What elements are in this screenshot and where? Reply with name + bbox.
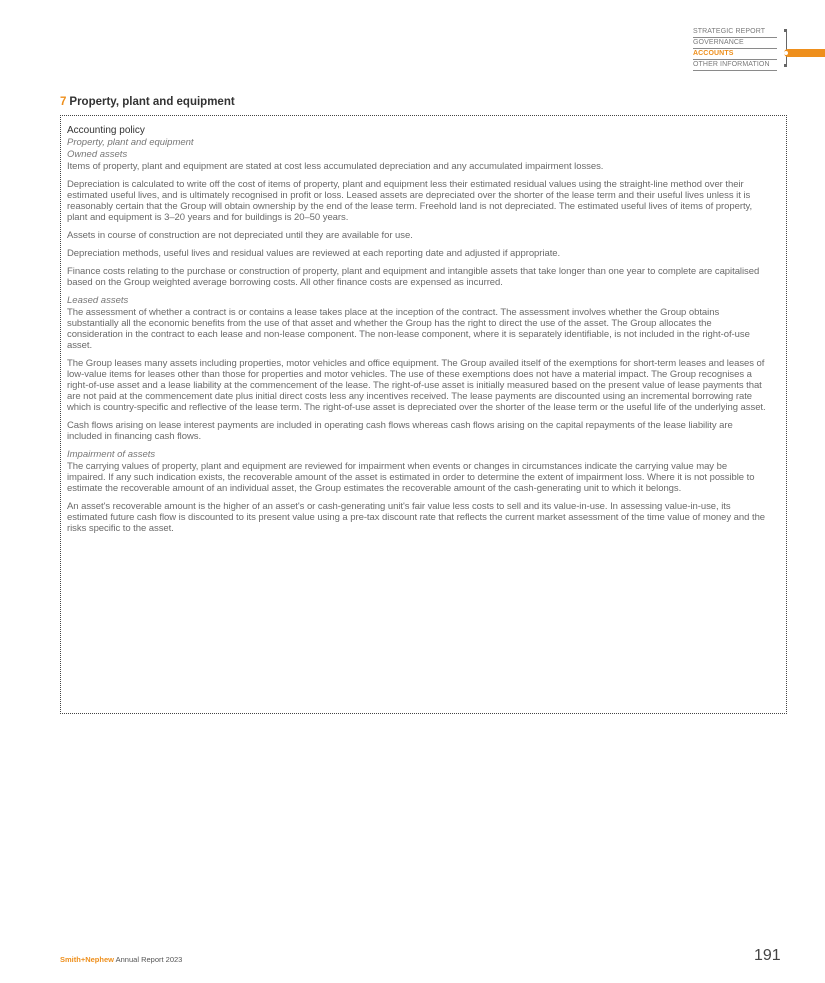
leased-assets-heading: Leased assets bbox=[67, 295, 129, 306]
brand-name: Smith+Nephew bbox=[60, 955, 114, 964]
page-number: 191 bbox=[754, 947, 781, 964]
leased-paragraph: The Group leases many assets including properties, motor vehicles and office equipment. The Group availed itself of the exemptions for short-term leases and leases of low-value items for leases other than those for properties and motor vehicles. The use of these exemptions does not have a material impact. The Group recognises a right-of-use asset and a lease liability at the commencement of the lease. The right-of-use asset is initially measured based on the present value of lease payments that are not paid at the commencement date plus initial direct costs less any incentives received. The lease payments are discounted using an incremental borrowing rate which is country-specific and reflective of the lease term. The right-of-use asset is depreciated over the shorter of the lease term or the useful life of the underlying asset. bbox=[67, 358, 766, 413]
nav-track-line bbox=[786, 30, 787, 66]
nav-active-marker-dot bbox=[784, 51, 788, 55]
nav-item-accounts[interactable]: ACCOUNTS bbox=[693, 49, 777, 60]
owned-paragraph: Finance costs relating to the purchase or construction of property, plant and equipment and intangible assets that take longer than one year to complete are capitalised based on the Group weighted average borrowing costs. All other finance costs are expensed as incurred. bbox=[67, 266, 760, 288]
policy-title: Accounting policy bbox=[67, 125, 145, 136]
policy-subtitle: Property, plant and equipment bbox=[67, 137, 194, 148]
section-heading bbox=[60, 96, 235, 108]
leased-paragraph: Cash flows arising on lease interest payments are included in operating cash flows whereas cash flows arising on the capital repayments of the lease liability are included in financing cash flows. bbox=[67, 420, 733, 442]
owned-paragraph: Items of property, plant and equipment are stated at cost less accumulated depreciation and any accumulated impairment losses. bbox=[67, 161, 604, 172]
impairment-paragraph: The carrying values of property, plant and equipment are reviewed for impairment when events or changes in circumstances indicate the carrying value may be impaired. If any such indication exists, the recoverable amount of the asset is estimated in order to determine the extent of impairment loss. Where it is not possible to estimate the recoverable amount of an individual asset, the Group estimates the recoverable amount of the cash-generating unit to which it belongs. bbox=[67, 461, 755, 494]
nav-track-dot-bottom bbox=[784, 64, 787, 67]
owned-paragraph: Depreciation methods, useful lives and residual values are reviewed at each reporting date and adjusted if appropriate. bbox=[67, 248, 561, 259]
accounting-policy-box bbox=[60, 115, 787, 714]
impairment-paragraph: An asset's recoverable amount is the higher of an asset's or cash-generating unit's fair value less costs to sell and its value-in-use. In assessing value-in-use, its estimated future cash flow is discounted to its present value using a pre-tax discount rate that reflects the current market assessment of the time value of money and the risks specific to the asset. bbox=[67, 501, 766, 534]
nav-item-governance[interactable]: GOVERNANCE bbox=[693, 38, 777, 49]
nav-track-dot-top bbox=[784, 29, 787, 32]
impairment-heading: Impairment of assets bbox=[67, 449, 156, 460]
report-title: Annual Report 2023 bbox=[113, 955, 183, 964]
section-number: 7 bbox=[60, 96, 67, 108]
nav-item-strategic-report[interactable]: STRATEGIC REPORT bbox=[693, 27, 777, 38]
nav-active-marker bbox=[784, 49, 825, 57]
leased-paragraph: The assessment of whether a contract is or contains a lease takes place at the inception of the contract. The assessment involves whether the Group obtains substantially all the economic benefits from the use of that asset and whether the Group has the right to direct the use of the asset. The Group allocates the consideration in the contract to each lease and non-lease component. The non-lease component, where it is separately identifiable, is not included in the right-of-use asset. bbox=[67, 307, 750, 351]
owned-paragraph: Assets in course of construction are not depreciated until they are available for use. bbox=[67, 230, 413, 241]
section-nav bbox=[693, 27, 825, 71]
owned-paragraph: Depreciation is calculated to write off the cost of items of property, plant and equipment less their estimated residual values using the straight-line method over their estimated useful lives, and is ultimately recognised in profit or loss. Leased assets are depreciated over the shorter of the lease term and their useful lives unless it is reasonably certain that the Group will obtain ownership by the end of the lease term. Freehold land is not depreciated. The estimated useful lives of items of property, plant and equipment is 3–20 years and for buildings is 20–50 years. bbox=[67, 179, 753, 223]
nav-item-other-information[interactable]: OTHER INFORMATION bbox=[693, 60, 777, 71]
owned-assets-heading: Owned assets bbox=[67, 149, 128, 160]
footer-brand bbox=[60, 955, 182, 964]
section-title: Property, plant and equipment bbox=[69, 96, 235, 108]
